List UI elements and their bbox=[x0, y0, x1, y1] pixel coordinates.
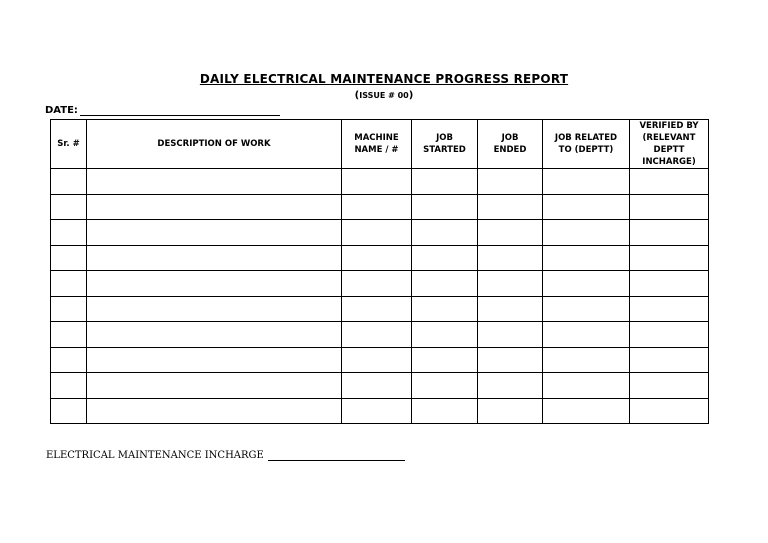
table-row bbox=[51, 220, 709, 246]
cell-verified-by[interactable] bbox=[630, 245, 709, 271]
cell-sr[interactable] bbox=[51, 296, 87, 322]
cell-verified-by[interactable] bbox=[630, 373, 709, 399]
cell-job-started[interactable] bbox=[412, 373, 478, 399]
cell-job-ended[interactable] bbox=[478, 194, 543, 220]
cell-machine[interactable] bbox=[342, 169, 412, 195]
cell-job-related[interactable] bbox=[543, 245, 630, 271]
cell-job-started[interactable] bbox=[412, 245, 478, 271]
cell-sr[interactable] bbox=[51, 194, 87, 220]
footer-signature bbox=[46, 450, 405, 461]
cell-job-related[interactable] bbox=[543, 271, 630, 297]
cell-job-started[interactable] bbox=[412, 194, 478, 220]
cell-machine[interactable] bbox=[342, 296, 412, 322]
cell-machine[interactable] bbox=[342, 373, 412, 399]
cell-sr[interactable] bbox=[51, 220, 87, 246]
cell-machine[interactable] bbox=[342, 398, 412, 424]
cell-verified-by[interactable] bbox=[630, 322, 709, 348]
table-body bbox=[51, 169, 709, 424]
date-label: DATE: bbox=[45, 105, 78, 116]
cell-job-ended[interactable] bbox=[478, 373, 543, 399]
cell-verified-by[interactable] bbox=[630, 347, 709, 373]
cell-job-ended[interactable] bbox=[478, 398, 543, 424]
cell-verified-by[interactable] bbox=[630, 296, 709, 322]
cell-verified-by[interactable] bbox=[630, 271, 709, 297]
report-title: DAILY ELECTRICAL MAINTENANCE PROGRESS REPORT bbox=[199, 72, 569, 86]
table-row bbox=[51, 398, 709, 424]
header-verified-by: VERIFIED BY (RELEVANT DEPTT INCHARGE) bbox=[630, 120, 709, 169]
cell-machine[interactable] bbox=[342, 245, 412, 271]
issue-close-paren: ) bbox=[408, 90, 414, 101]
cell-sr[interactable] bbox=[51, 322, 87, 348]
table-row bbox=[51, 271, 709, 297]
cell-job-started[interactable] bbox=[412, 169, 478, 195]
cell-job-related[interactable] bbox=[543, 322, 630, 348]
cell-sr[interactable] bbox=[51, 347, 87, 373]
cell-sr[interactable] bbox=[51, 245, 87, 271]
date-row bbox=[45, 105, 280, 116]
cell-sr[interactable] bbox=[51, 169, 87, 195]
cell-job-started[interactable] bbox=[412, 296, 478, 322]
cell-verified-by[interactable] bbox=[630, 194, 709, 220]
cell-job-started[interactable] bbox=[412, 220, 478, 246]
cell-job-ended[interactable] bbox=[478, 271, 543, 297]
cell-job-ended[interactable] bbox=[478, 220, 543, 246]
cell-description[interactable] bbox=[87, 373, 342, 399]
table-row bbox=[51, 245, 709, 271]
table-row bbox=[51, 194, 709, 220]
table-header-row bbox=[51, 120, 709, 169]
cell-job-ended[interactable] bbox=[478, 169, 543, 195]
header-description: DESCRIPTION OF WORK bbox=[87, 120, 342, 169]
header-sr: Sr. # bbox=[51, 120, 87, 169]
cell-job-ended[interactable] bbox=[478, 296, 543, 322]
table-row bbox=[51, 347, 709, 373]
issue-number bbox=[0, 90, 768, 101]
cell-verified-by[interactable] bbox=[630, 220, 709, 246]
cell-sr[interactable] bbox=[51, 373, 87, 399]
progress-table bbox=[50, 119, 709, 424]
cell-machine[interactable] bbox=[342, 322, 412, 348]
header-machine: MACHINE NAME / # bbox=[342, 120, 412, 169]
cell-job-started[interactable] bbox=[412, 271, 478, 297]
cell-job-ended[interactable] bbox=[478, 322, 543, 348]
header-job-ended: JOB ENDED bbox=[478, 120, 543, 169]
cell-job-ended[interactable] bbox=[478, 245, 543, 271]
table-row bbox=[51, 169, 709, 195]
table-row bbox=[51, 373, 709, 399]
cell-description[interactable] bbox=[87, 271, 342, 297]
cell-verified-by[interactable] bbox=[630, 169, 709, 195]
cell-job-related[interactable] bbox=[543, 194, 630, 220]
cell-machine[interactable] bbox=[342, 347, 412, 373]
cell-machine[interactable] bbox=[342, 271, 412, 297]
cell-description[interactable] bbox=[87, 245, 342, 271]
cell-description[interactable] bbox=[87, 398, 342, 424]
cell-description[interactable] bbox=[87, 296, 342, 322]
cell-sr[interactable] bbox=[51, 271, 87, 297]
cell-job-started[interactable] bbox=[412, 398, 478, 424]
date-field[interactable] bbox=[80, 105, 280, 116]
cell-description[interactable] bbox=[87, 322, 342, 348]
cell-job-related[interactable] bbox=[543, 347, 630, 373]
cell-machine[interactable] bbox=[342, 194, 412, 220]
cell-job-started[interactable] bbox=[412, 322, 478, 348]
cell-job-related[interactable] bbox=[543, 398, 630, 424]
cell-job-related[interactable] bbox=[543, 373, 630, 399]
cell-description[interactable] bbox=[87, 347, 342, 373]
cell-job-started[interactable] bbox=[412, 347, 478, 373]
cell-job-related[interactable] bbox=[543, 296, 630, 322]
cell-job-related[interactable] bbox=[543, 220, 630, 246]
table-row bbox=[51, 296, 709, 322]
header-job-related: JOB RELATED TO (DEPTT) bbox=[543, 120, 630, 169]
cell-description[interactable] bbox=[87, 194, 342, 220]
table-row bbox=[51, 322, 709, 348]
cell-job-related[interactable] bbox=[543, 169, 630, 195]
cell-machine[interactable] bbox=[342, 220, 412, 246]
cell-job-ended[interactable] bbox=[478, 347, 543, 373]
issue-open-paren: ( bbox=[354, 90, 360, 101]
header-job-started: JOB STARTED bbox=[412, 120, 478, 169]
cell-sr[interactable] bbox=[51, 398, 87, 424]
cell-verified-by[interactable] bbox=[630, 398, 709, 424]
cell-description[interactable] bbox=[87, 220, 342, 246]
signature-field[interactable] bbox=[268, 450, 405, 461]
signature-label: ELECTRICAL MAINTENANCE INCHARGE bbox=[46, 450, 264, 461]
issue-label: ISSUE # 00 bbox=[359, 91, 409, 100]
cell-description[interactable] bbox=[87, 169, 342, 195]
